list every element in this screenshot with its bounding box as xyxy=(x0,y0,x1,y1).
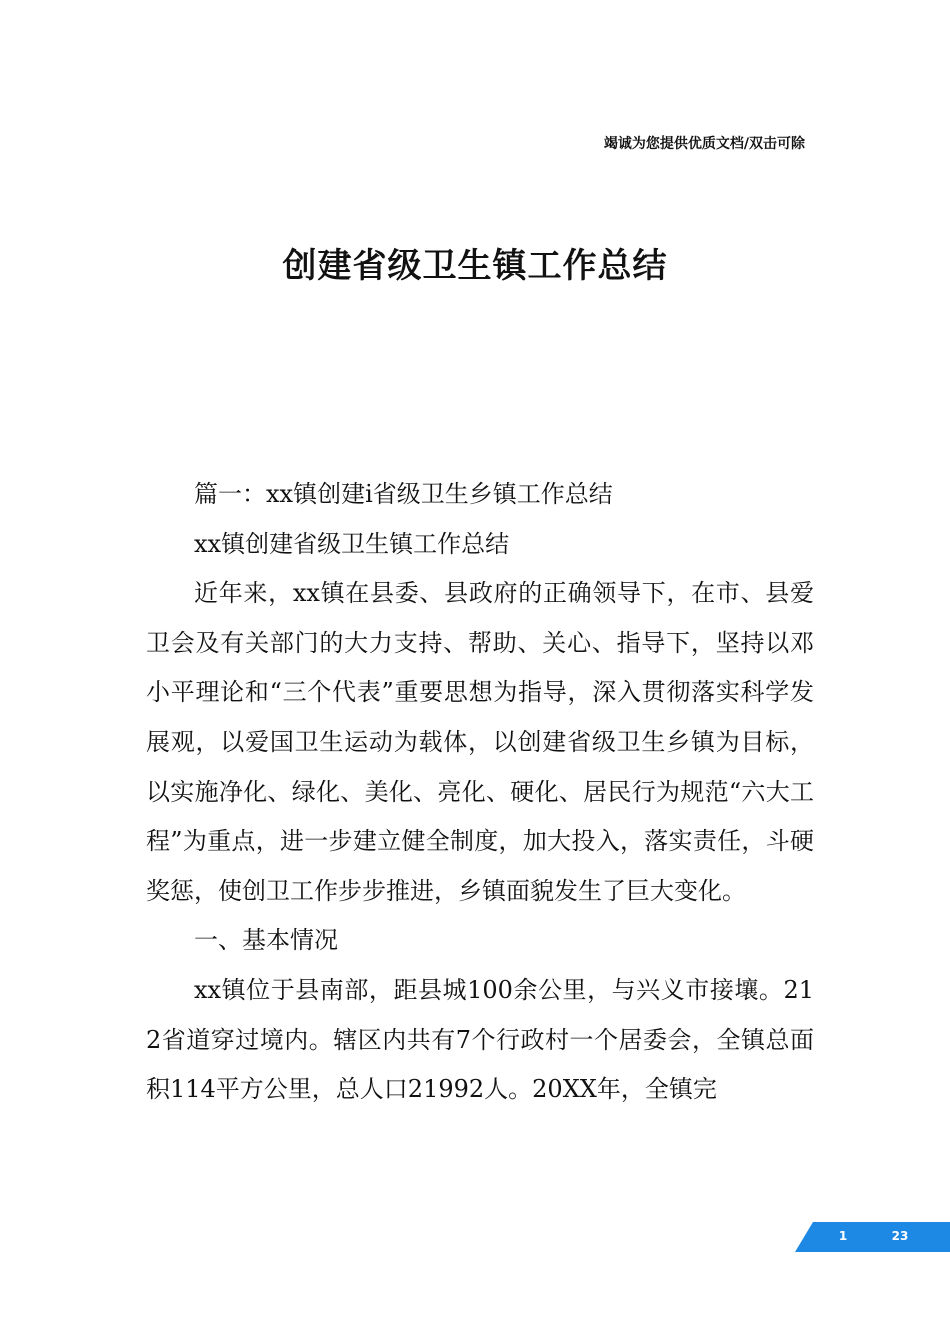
page-number-badge xyxy=(795,1222,950,1252)
page-total-number: 23 xyxy=(891,1229,909,1243)
paragraph-subtitle: xx镇创建省级卫生镇工作总结 xyxy=(194,529,510,558)
paragraph-intro: 近年来，xx镇在县委、县政府的正确领导下，在市、县爱卫会及有关部门的大力支持、帮助、关心、指导下，坚持以邓小平理论和“三个代表”重要思想为指导，深入贯彻落实科学发展观，以爱国卫生运动为载体，以创建省级卫生乡镇为目标，以实施净化、绿化、美化、亮化、硬化、居民行为规范“六大工程”为重点，进一步建立健全制度，加大投入，落实责任，斗硬奖惩，使创卫工作步步推进，乡镇面貌发生了巨大变化。 xyxy=(146,579,814,905)
document-body xyxy=(146,470,814,1115)
page-current-number: 1 xyxy=(838,1229,848,1243)
paragraph-basic-heading: 一、基本情况 xyxy=(194,926,338,955)
paragraph-section-heading: 篇一：xx镇创建i省级卫生乡镇工作总结 xyxy=(194,480,613,508)
page-badge-shape xyxy=(795,1222,950,1252)
header-note: 竭诚为您提供优质文档/双击可除 xyxy=(603,136,805,152)
paragraph-basic-info: xx镇位于县南部，距县城100余公里，与兴义市接壤。212省道穿过境内。辖区内共有7个行政村一个居委会，全镇总面积114平方公里，总人口21992人。20XX年，全镇完 xyxy=(146,975,814,1104)
document-title: 创建省级卫生镇工作总结 xyxy=(282,246,668,286)
